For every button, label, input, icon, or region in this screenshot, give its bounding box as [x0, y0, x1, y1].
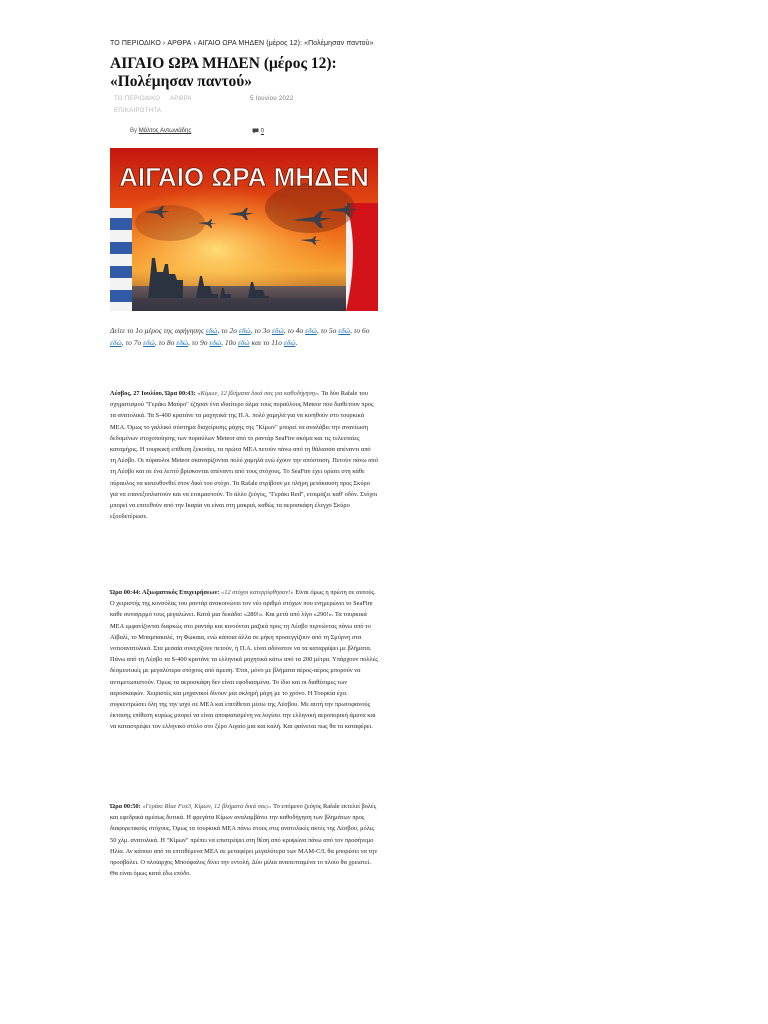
part-link[interactable]: εδώ	[205, 326, 218, 335]
links-text: , το 4ο	[283, 326, 306, 335]
links-text: , 10ο	[221, 337, 238, 347]
links-text: , το 8ο	[154, 337, 177, 347]
links-text: και το 11ο	[249, 337, 284, 347]
greek-flag-graphic	[110, 208, 132, 311]
links-text: , το 2ο	[217, 326, 239, 335]
part-link[interactable]: εδώ	[176, 337, 188, 347]
comments-link[interactable]	[252, 128, 264, 135]
turkish-flag-graphic	[346, 203, 378, 311]
comments-count: 0	[260, 128, 265, 135]
paragraph-lead: Ώρα 00:44: Αξιωματικός Επιχειρήσεων:	[110, 589, 221, 596]
breadcrumb-item-arthra[interactable]: ΑΡΘΡΑ	[167, 40, 192, 47]
article-paragraph	[110, 587, 378, 733]
breadcrumb-current: ΑΙΓΑΙΟ ΩΡΑ ΜΗΔΕΝ (μέρος 12): «Πολέμησαν παντού»	[197, 40, 374, 47]
category-link-periodiko[interactable]: ΤΟ ΠΕΡΙΟΔΙΚΟ	[114, 96, 161, 102]
breadcrumb-separator: ›	[193, 40, 196, 47]
hero-title: ΑΙΓΑΙΟ ΩΡΑ ΜΗΔΕΝ	[119, 162, 369, 192]
paragraph-lead: Λέσβος, 27 Ιουλίου, Ώρα 00:43:	[110, 390, 198, 397]
paragraph-quote: «12 στόχοι κατερρίφθησαν!»	[221, 589, 296, 596]
category-link-arthra[interactable]: ΑΡΘΡΑ	[170, 96, 192, 102]
part-link[interactable]: εδώ	[238, 326, 251, 335]
part-link[interactable]: εδώ	[209, 337, 222, 347]
breadcrumb-separator: ›	[162, 40, 166, 47]
links-text: , το 9ο	[187, 337, 210, 347]
links-text: , το 3ο	[250, 326, 273, 335]
by-label: By	[130, 128, 138, 134]
links-text: , το 7ο	[121, 337, 144, 347]
part-link[interactable]: εδώ	[305, 326, 317, 335]
publish-date: 5 Ιουνίου 2022	[250, 96, 294, 102]
paragraph-quote: «Κίμων, 12 βλήματα δικά σας για καθοδήγηση».	[197, 390, 322, 397]
part-link[interactable]: εδώ	[272, 326, 284, 335]
links-text: .	[295, 337, 298, 347]
paragraph-quote: «Γεράκι Blue Fox3, Κίμων, 12 βλήματα δικά σας».	[142, 803, 274, 810]
hero-image	[110, 148, 378, 311]
links-text: Δείτε το 1ο μέρος της αφήγησης	[110, 326, 206, 335]
author-link[interactable]: Μάλτος Αντωνιάδης	[138, 128, 192, 134]
part-link[interactable]: εδώ	[283, 337, 296, 347]
part-link[interactable]: εδώ	[110, 337, 122, 347]
links-text: , το 6ο	[349, 326, 370, 335]
article-paragraph	[110, 388, 378, 522]
part-link[interactable]: εδώ	[143, 337, 155, 347]
page-title: ΑΙΓΑΙΟ ΩΡΑ ΜΗΔΕΝ (μέρος 12): «Πολέμησαν παντού»	[110, 55, 337, 90]
breadcrumb-item-periodiko[interactable]: ΤΟ ΠΕΡΙΟΔΙΚΟ	[110, 40, 161, 47]
links-text: , το 5ο	[316, 326, 339, 335]
category-link-epikairotita[interactable]: ΕΠΙΚΑΙΡΟΤΗΤΑ	[114, 108, 162, 114]
comment-bubble-icon	[252, 128, 259, 134]
part-link[interactable]: εδώ	[338, 326, 350, 335]
part-link[interactable]: εδώ	[237, 337, 250, 347]
previous-parts-links	[110, 325, 378, 348]
paragraph-lead: Ώρα 00:50:	[110, 803, 143, 810]
breadcrumb	[110, 40, 378, 47]
paragraph-text: Το επόμενο ζεύγος Rafale εκτελεί βολές και εφεδρικά αμέσως δυτικά. Η φρεγάτα Κίμων αναλαμβάνει την καθοδήγηση των βλημάτων προς διαφορετικούς στόχους. Όμως τα τουρκικά ΜΕΑ πάνω στους στις ανατολικές ακτές της Λέσβου, μόλις 50 χλμ. ανατολικά. Η "Κίμων" πρέπει να επιστρέψει στη θέση από κρυψώνα πάνω από τον προσήνεμο Ηλία. Αν κάποιο από τα επιτιθέμενα ΜΕΑ σε μεταφέρει μεγαλύτερα των MAM-C/L θα μπορέσει να την προσβάλει. Ο πλοίαρχος Μπούφαλος δίνει την εντολή. Δύο μίλια αναπεπταμένα το πλοίο θα χρειστεί. Θα είναι όμως κατά έδω επόδο.	[110, 803, 378, 878]
paragraph-text: Είναι όμως η πρώτη σε αυτούς. Ο χειριστής της κονσόλας του ραντάρ ανακοινώνει τον νέο αριθμό στόχων που ενημερώνει το SeaFire καθε συναγερμό τους μεγαλώνει. Κατά μια δεκάδα: «280!». Και μετά από λίγο «290!». Τα τουρκικά ΜΕΑ εμφανίζονται διαρκώς στο ραντάρ και κινούνται μαζικά προς τη Λέσβο περνώντας πάνω από το Αϊβαλί, το Μπαμπακαλέ, τη Φώκαια, ενώ κάποια άλλα σε μήκη προσεγγίζουν από τη Σμύρνη στα νοτιοανατολικά. Στα μεσαία συνεχίζουν πετούν, ή Π.Α. είναι αδύνατον να τα καταρρίψει με βλήματα. Πάνω από τη Λέσβο τα S-400 κρατάνε τα ελληνικά μαχητικά κάτω από τα 200 μέτρα. Υπάρχουν πολλές δέσμευτικές με μεγαλύτερα στόχους από άμεση. Έτσι, μόνο με βλήματα αέρος-αέρος μπορούν να αντιμετωπιστούν. Όμως τα αεροσκάφη δεν είναι εφοδιασμένα. Το ίδιο και οι διαθέσιμες των αεροσκαφών. Χειριστές και μηχανικοί δίνουν μια σκληρή μάχη με το χρόνο. Η Τουρκία έχει συγκεντρώσει όλη της την ισχύ σε ΜΕΑ και επιτίθεται μέσω της Λέσβου. Με αυτή την πρωτοφανούς έκτασης επίθεση κυρίως μπορεί να είναι αποφασισμένη να λυγίσει την ελληνική αεροπορική άμυνα και να καταστρέψει τον ελληνικό στόλο στο ξέρο Αιγαίο μια και καλή. Και φαίνεται πως θα τα καταφέρει.	[110, 589, 378, 731]
paragraph-text: Τα δύο Rafale του σχηματισμού "Γεράκι Μαύρο" έζησαν ένα ιδιαίτερο άλμα τους πυραύλους Meteor που διαθέτουν προς τα ανατολικά. Τα S-400 κρατάνε τα μαχητικά της Π.Α. πολύ χαμηλά για να κινηθούν στο τουρκικά ΜΕΑ. Όμως το γαλλικό σύστημα διαχείρισης μάχης της "Κίμων" μπορεί να αναλάβει την ανανέωση δεδομένων στοχοποίησης των πυραύλων Meteor από το ραντάρ SeaFire ακόμα και τις τελευταίες καταμήρις. Η τουρκική επίθεση ξεκινάει, τα πρώτα ΜΕΑ πετούν πάνω από τη θάλασσα απέναντι από τη Λέσβο. Οι πύραυλοι Meteor σκαναρίζονται πολύ χαμηλά ενώ έχουν την απόσταση. Πετούν πάνω από τη Λέσβο και σε ένα λεπτό βρίσκονται απέναντι από τους στόχους. Το SeaFire έχει ορίσει στη κάθε πύραυλος να κατευθυνθεί στον δικό του στόχο. Τα Rafale στρίβουν με πλήρη μετάκαυση προς Σκύρο για να επανεξοπλιστούν και να ετοιμαστούν. Το άλλο ζεύγος, "Γεράκι Red", ετοιμάζει καθ' οδόν. Στόχοι μπορεί να επιτεθούν από την Ικαρία να είναι στη μακριά, καθώς τα αεροσκάφη έλεγχο Σκύρο εξουδετέρωσε.	[110, 390, 378, 521]
article-paragraph	[110, 801, 378, 879]
